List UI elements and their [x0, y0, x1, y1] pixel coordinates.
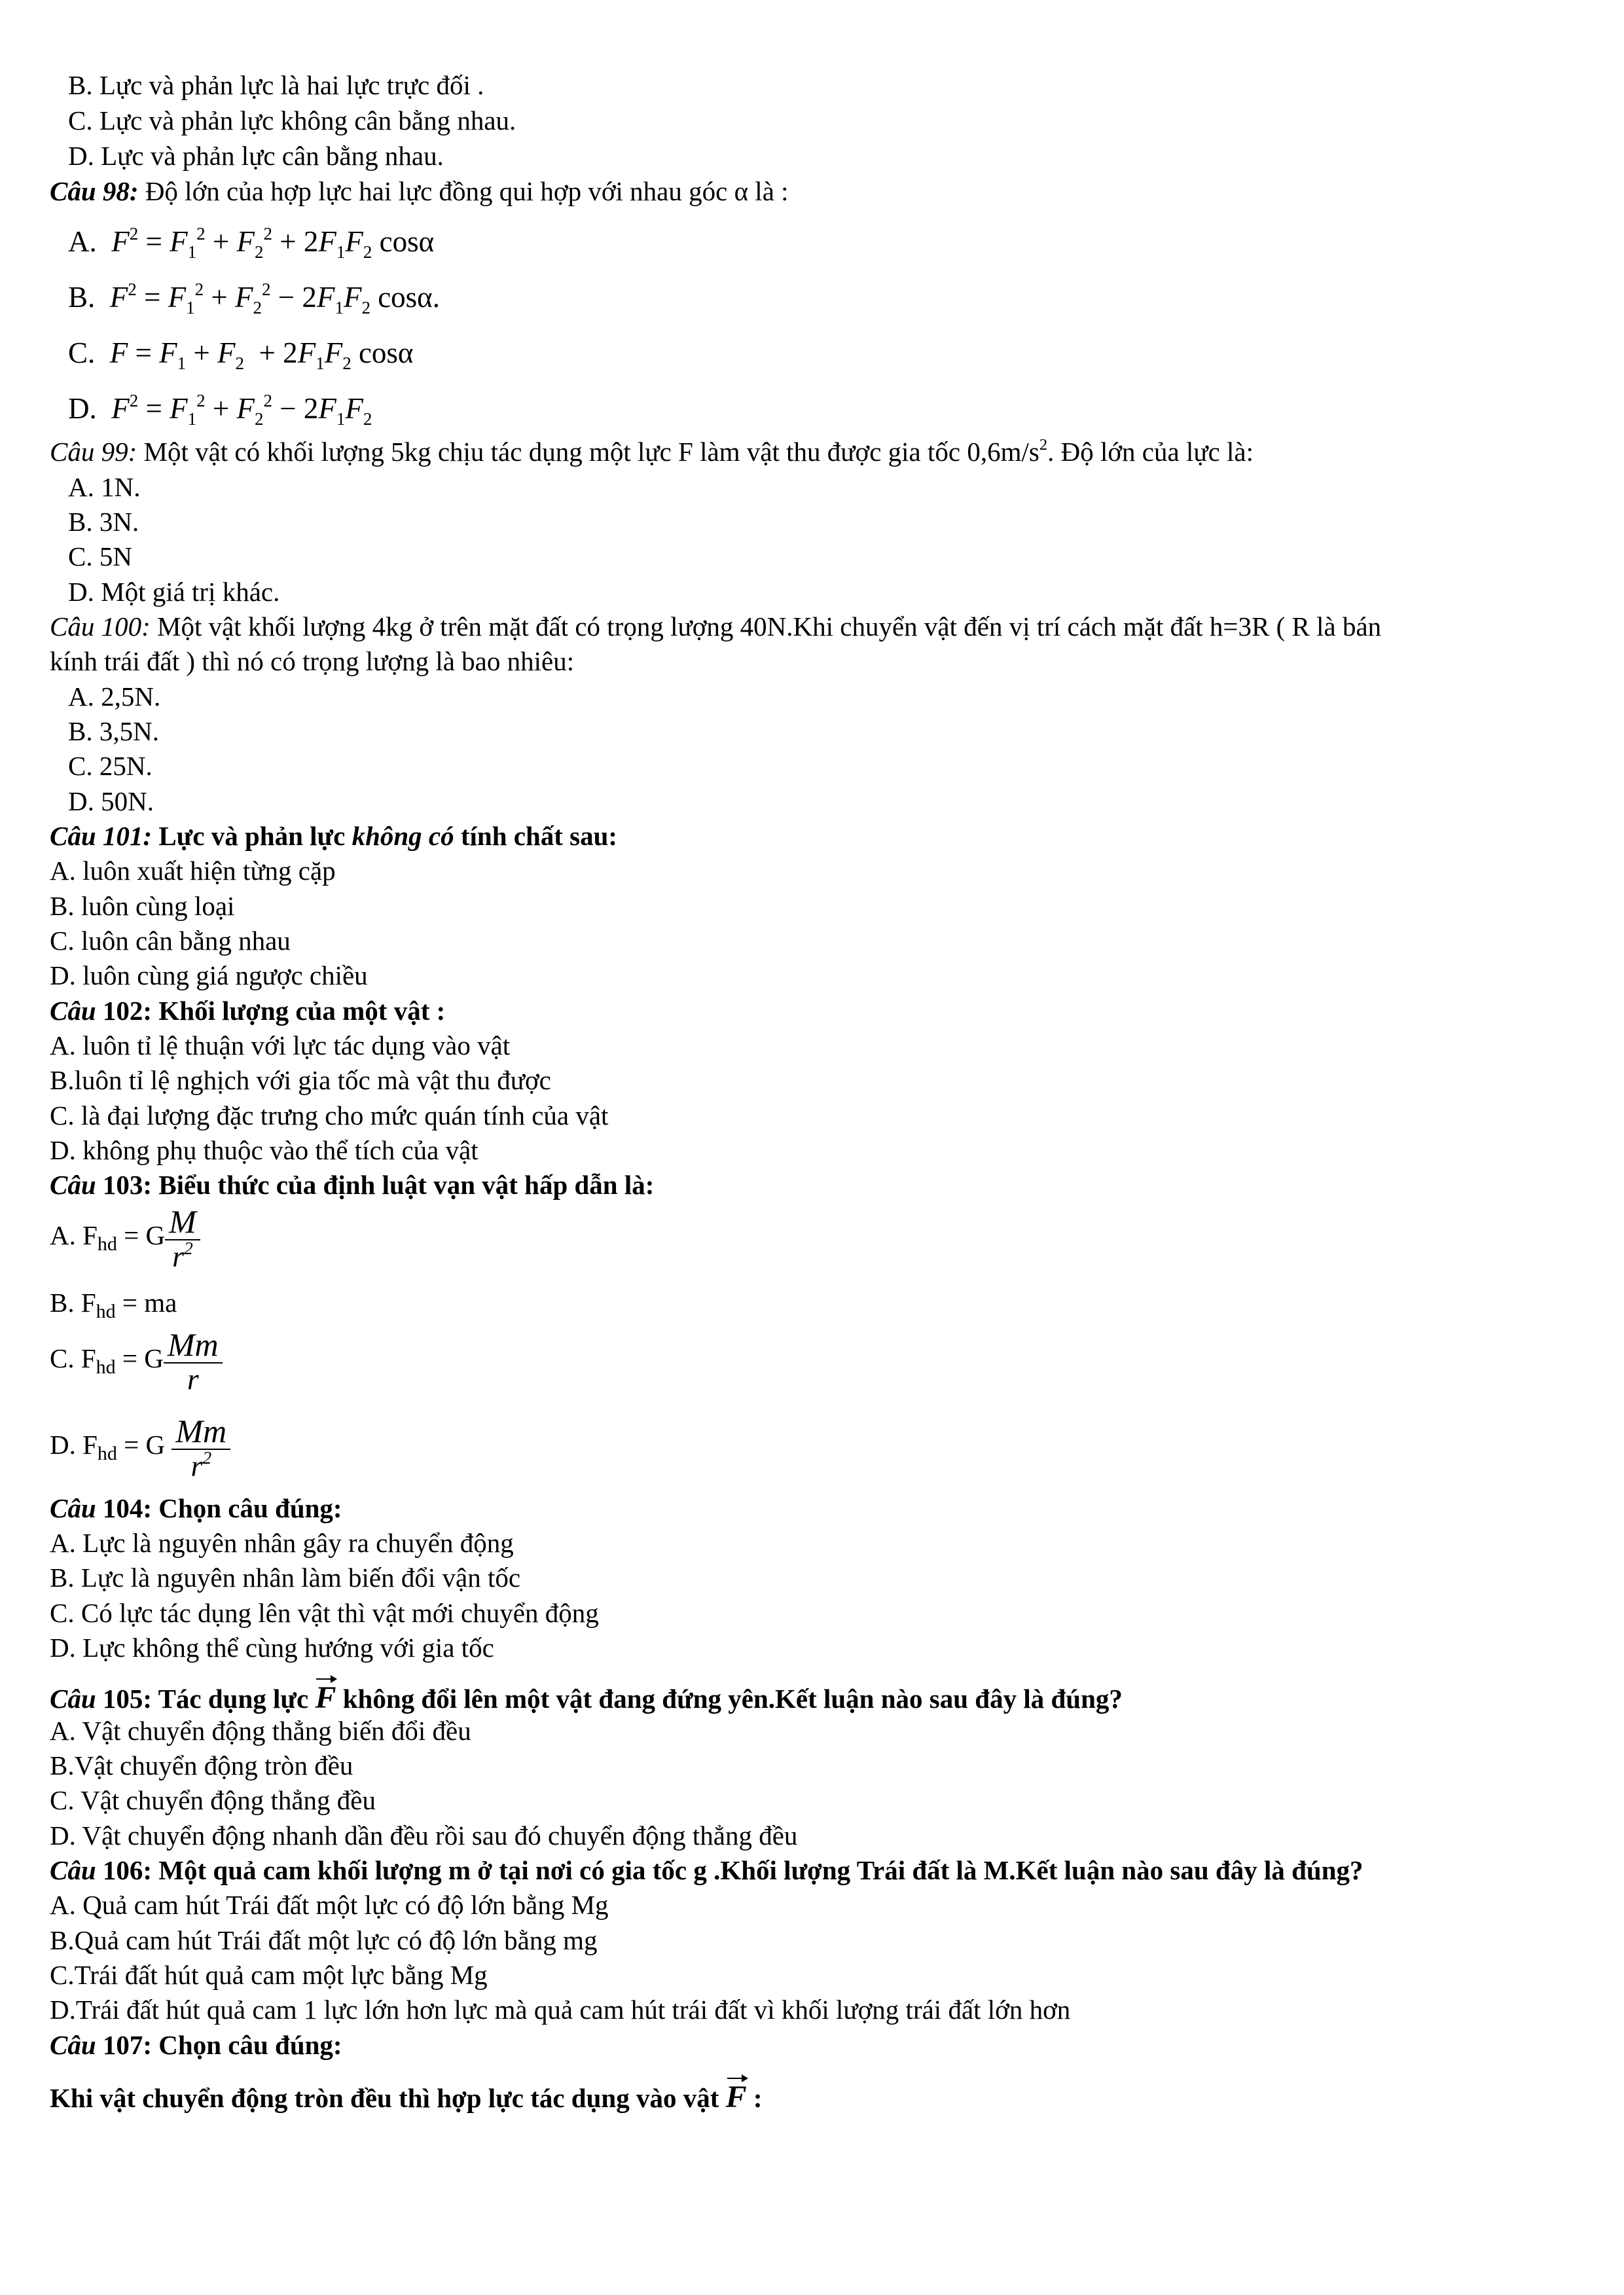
- q101-option-b: B. luôn cùng loại: [50, 891, 235, 921]
- q100-option-a: A. 2,5N.: [68, 681, 161, 712]
- q104-option-c: C. Có lực tác dụng lên vật thì vật mới chuyển động: [50, 1598, 599, 1628]
- force-vector-symbol-2: F: [725, 2080, 747, 2114]
- q106-stem: [50, 1856, 1363, 1885]
- q101-text-a: Lực và phản lực: [152, 821, 352, 851]
- q99-text-end: . Độ lớn của lực là:: [1047, 437, 1254, 467]
- q103-d-sub: hd: [97, 1443, 117, 1465]
- q103-d-numerator: Mm: [171, 1414, 230, 1450]
- q99-stem: [50, 437, 1254, 467]
- q105-option-a: A. Vật chuyển động thẳng biến đổi đều: [50, 1716, 471, 1746]
- q104-option-d: D. Lực không thể cùng hướng với gia tốc: [50, 1633, 494, 1663]
- q99-option-a: A. 1N.: [68, 472, 141, 502]
- q101-option-c: C. luôn cân bằng nhau: [50, 926, 291, 956]
- q106-option-c: C.Trái đất hút quả cam một lực bằng Mg: [50, 1960, 488, 1990]
- q103-stem: [50, 1170, 654, 1200]
- q99-option-d: D. Một giá trị khác.: [68, 577, 280, 607]
- q104-text: 104: Chọn câu đúng:: [96, 1493, 342, 1523]
- q105-number: Câu: [50, 1684, 96, 1714]
- q102-option-a: A. luôn tỉ lệ thuận với lực tác dụng vào vật: [50, 1030, 511, 1060]
- q98-text: Độ lớn của hợp lực hai lực đồng qui hợp với nhau góc α là :: [138, 176, 789, 206]
- q98-stem: [50, 177, 789, 206]
- q105-option-c: C. Vật chuyển động thẳng đều: [50, 1785, 376, 1815]
- q100-option-c: C. 25N.: [68, 751, 153, 781]
- q102-option-d: D. không phụ thuộc vào thể tích của vật: [50, 1135, 478, 1165]
- q98-option-a: A. $F^2 = F_1^2 + F_2^2 + 2F_1F_2$ cosα: [68, 224, 435, 262]
- q107-line2-text: Khi vật chuyển động tròn đều thì hợp lực tác dụng vào vật: [50, 2083, 726, 2113]
- q103-a-eq: = G: [117, 1220, 166, 1250]
- q102-option-c: C. là đại lượng đặc trưng cho mức quán tính của vật: [50, 1100, 609, 1130]
- q98-d-label: D.: [68, 392, 97, 425]
- q103-option-d: [50, 1414, 230, 1481]
- q103-c-sub: hd: [96, 1356, 116, 1378]
- q103-a-denominator: r: [172, 1238, 185, 1273]
- q103-a-exp: 2: [184, 1237, 193, 1258]
- q102-stem: [50, 996, 445, 1026]
- q99-number: Câu 99:: [50, 437, 137, 467]
- q100-stem-line2: kính trái đất ) thì nó có trọng lượng là bao nhiêu:: [50, 646, 575, 676]
- q106-option-b: B.Quả cam hút Trái đất một lực có độ lớn bằng mg: [50, 1925, 598, 1955]
- q99-option-c: C. 5N: [68, 541, 132, 571]
- q103-c-label: C. F: [50, 1343, 96, 1373]
- q101-option-d: D. luôn cùng giá ngược chiều: [50, 960, 368, 990]
- q107-colon: :: [746, 2083, 763, 2113]
- q105-text-b: không đổi lên một vật đang đứng yên.Kết luận nào sau đây là đúng?: [336, 1684, 1123, 1714]
- q98-number: Câu 98:: [50, 176, 139, 206]
- q103-c-fraction: [164, 1328, 223, 1395]
- q103-number: Câu: [50, 1170, 96, 1200]
- q103-b-eq: = ma: [115, 1288, 177, 1318]
- q98-a-cos: cosα: [379, 225, 435, 258]
- q104-number: Câu: [50, 1493, 96, 1523]
- q103-d-eq: = G: [117, 1429, 166, 1460]
- q105-option-d: D. Vật chuyển động nhanh dần đều rồi sau đó chuyển động thẳng đều: [50, 1820, 798, 1851]
- q104-stem: [50, 1494, 342, 1523]
- q101-option-a: A. luôn xuất hiện từng cặp: [50, 856, 336, 886]
- q100-option-d: D. 50N.: [68, 786, 154, 816]
- force-vector-symbol: F: [315, 1680, 336, 1715]
- q103-b-label: B. F: [50, 1288, 96, 1318]
- q107-number: Câu: [50, 2030, 96, 2060]
- q97-option-c: C. Lực và phản lực không cân bằng nhau.: [68, 105, 516, 136]
- q102-number: Câu: [50, 996, 96, 1026]
- q103-b-sub: hd: [96, 1301, 116, 1323]
- q103-a-fraction: [165, 1204, 200, 1272]
- q103-option-c: [50, 1328, 223, 1395]
- q103-a-numerator: M: [165, 1204, 200, 1240]
- q100-stem-line1: [50, 612, 1381, 642]
- q105-stem: [50, 1681, 1123, 1716]
- q104-option-b: B. Lực là nguyên nhân làm biến đổi vận tốc: [50, 1563, 521, 1593]
- q103-d-label: D. F: [50, 1429, 98, 1460]
- q104-option-a: A. Lực là nguyên nhân gây ra chuyển động: [50, 1528, 514, 1558]
- q98-c-cos: cosα: [358, 336, 414, 369]
- q98-option-d: D. $F^2 = F_1^2 + F_2^2 - 2F_1F_2$: [68, 391, 372, 429]
- q99-option-b: B. 3N.: [68, 507, 139, 537]
- q103-a-label: A. F: [50, 1220, 98, 1250]
- q103-c-numerator: Mm: [164, 1328, 223, 1364]
- q97-option-b: B. Lực và phản lực là hai lực trực đối .: [68, 70, 484, 100]
- q100-text1: Một vật khối lượng 4kg ở trên mặt đất có trọng lượng 40N.Khi chuyển vật đến vị trí cách mặt đất h=3R ( R là bán: [150, 611, 1382, 642]
- q102-text: 102: Khối lượng của một vật :: [96, 996, 446, 1026]
- q100-option-b: B. 3,5N.: [68, 716, 159, 746]
- q106-text: 106: Một quả cam khối lượng m ở tại nơi có gia tốc g .Khối lượng Trái đất là M.Kết luận nào sau đây là đúng?: [96, 1855, 1363, 1885]
- q103-d-exp: 2: [202, 1447, 212, 1468]
- q100-number: Câu 100:: [50, 611, 151, 642]
- q103-text: 103: Biểu thức của định luật vạn vật hấp dẫn là:: [96, 1170, 655, 1200]
- q105-option-b: B.Vật chuyển động tròn đều: [50, 1750, 353, 1780]
- q98-b-cos: cosα.: [378, 281, 440, 314]
- q103-c-eq: = G: [115, 1343, 164, 1373]
- q101-number: Câu 101:: [50, 821, 153, 851]
- q106-option-a: A. Quả cam hút Trái đất một lực có độ lớn bằng Mg: [50, 1890, 609, 1920]
- q103-option-b: [50, 1288, 177, 1322]
- q103-option-a: [50, 1204, 200, 1272]
- q105-text-a: 105: Tác dụng lực: [96, 1684, 316, 1714]
- q103-c-denominator: r: [187, 1362, 199, 1396]
- q98-option-b: B. $F^2 = F_1^2 + F_2^2 - 2F_1F_2$ cosα.: [68, 280, 440, 317]
- q101-stem: [50, 822, 617, 851]
- q99-text: Một vật có khối lượng 5kg chịu tác dụng một lực F làm vật thu được gia tốc 0,6m/s: [137, 437, 1039, 467]
- q102-option-b: B.luôn tỉ lệ nghịch với gia tốc mà vật thu được: [50, 1065, 551, 1095]
- q103-d-fraction: [171, 1414, 230, 1481]
- q107-stem: [50, 2031, 342, 2060]
- q103-a-sub: hd: [97, 1233, 117, 1256]
- q98-c-label: C.: [68, 336, 96, 369]
- q98-a-label: A.: [68, 225, 97, 258]
- q98-option-c: C. $F = F_1 + F_2 + 2F_1F_2$ cosα: [68, 336, 414, 373]
- q107-line2: [50, 2080, 763, 2115]
- q101-text-b: tính chất sau:: [454, 821, 618, 851]
- q106-number: Câu: [50, 1855, 96, 1885]
- q106-option-d: D.Trái đất hút quả cam 1 lực lớn hơn lực mà quả cam hút trái đất vì khối lượng trái đất lớn hơn: [50, 1995, 1071, 2025]
- q103-d-denominator: r: [190, 1448, 203, 1482]
- q101-text-italic: không có: [352, 821, 454, 851]
- q99-exponent: 2: [1039, 436, 1048, 454]
- q107-text: 107: Chọn câu đúng:: [96, 2030, 342, 2060]
- q98-b-label: B.: [68, 281, 96, 314]
- q97-option-d: D. Lực và phản lực cân bằng nhau.: [68, 141, 444, 171]
